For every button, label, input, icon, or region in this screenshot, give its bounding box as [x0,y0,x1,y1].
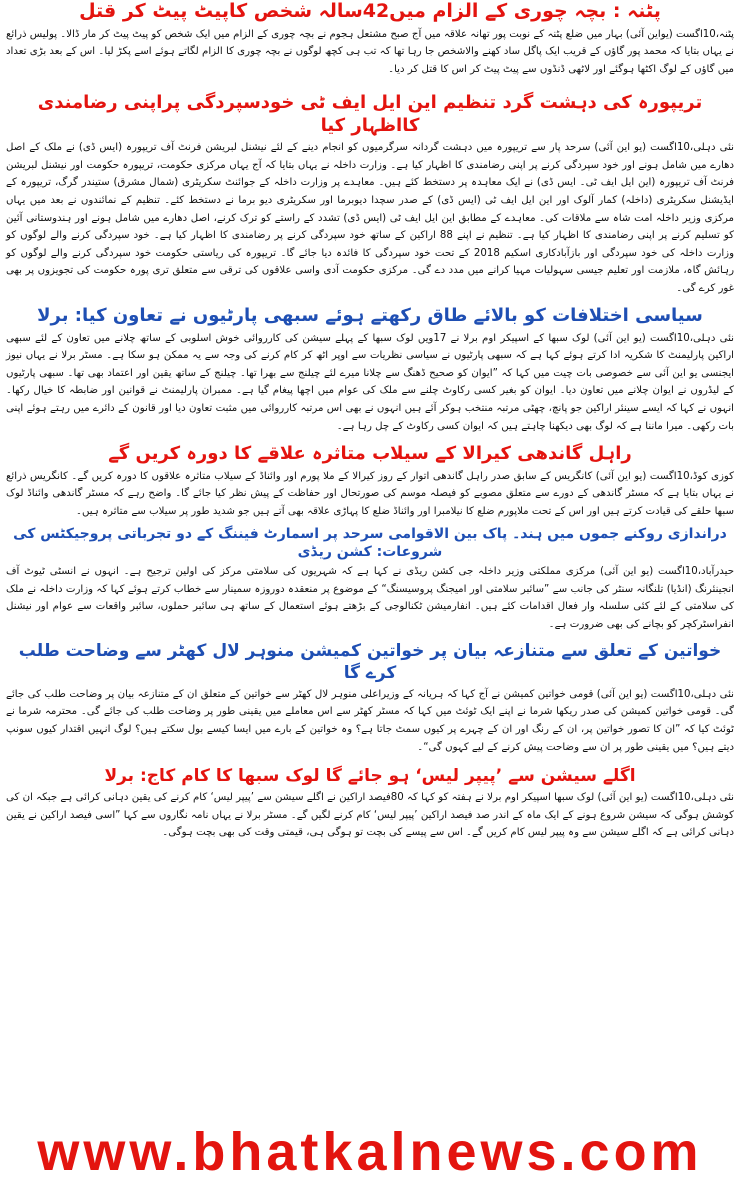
headline: سیاسی اختلافات کو بالائے طاق رکھتے ہوئے سبھی پارٹیوں نے تعاون کیا: برلا [37,305,703,327]
article-birla-cooperation [6,305,734,435]
article-tripura-nlft [6,92,734,297]
site-url[interactable]: www.bhatkalnews.com [37,1122,703,1182]
article-body: پٹنہ،10اگست (یواین آئی) بہار میں ضلع پٹنہ کے نوبت پور تھانہ علاقہ میں آج صبح مشتعل ہجوم نے بچہ چوری کے الزام میں ایک شخص کو پیٹ پیٹ کر مار ڈالا۔ پولیس ذرائع نے یہاں بتایا کہ محمد پور گاؤں کے قریب ایک پاگل ساد کھنے والاشخص جا رہا تھا کہ تب ہی کچھ لوگوں نے بچہ چوری کا الزام لگاتے ہوئے اسے پکڑ لیا۔ اس کے بعد بڑی تعداد میں گاؤں کے لوگ اکٹھا ہوگئے اور لاٹھی ڈنڈوں سے پیٹ پیٹ کر اس کا قتل کر دیا۔ [6,28,734,75]
site-footer [0,1114,740,1190]
headline: تریپورہ کی دہشت گرد تنظیم این ایل ایف ٹی خودسپردگی پراپنی رضامندی کااظہار کیا [37,92,703,136]
headline: راہل گاندھی کیرالا کے سیلاب متاثرہ علاقے کا دورہ کریں گے [108,443,632,465]
article-body: نئی دہلی،10اگست (یو این آئی) لوک سبھا کے اسپیکر اوم برلا نے 17ویں لوک سبھا کے پہلے سیشن کی کارروائی خوش اسلوبی کے ساتھ چلانے میں تعاون کے لئے سبھی اراکین پارلیمنٹ کا شکریہ ادا کرتے ہوئے کہا ہے کہ سبھی پارٹیوں نے سیاسی نظریات سے اوپر اٹھ کر کام کرنے کی وجہ سے یہ ممکن ہو سکا ہے۔ مسٹر برلا نے یہاں نیوز ایجنسی یو این آئی سے خصوصی بات چیت میں کہا کہ ”ایوان کو صحیح ڈھنگ سے چلانا میرے لئے چیلنج سے بھرا تھا۔ چیلنج کے ساتھ یقین اور اعتماد بھی تھا۔ سبھی پارٹیوں کے لیڈروں نے ایوان چلانے میں تعاون دیا۔ ایوان کو بغیر کسی رکاوٹ چلنے سے ملک کی عوام میں اچھا پیغام گیا ہے۔ ممبران پارلیمنٹ نے قوانین اور ضابطہ کا خیال رکھا۔ انہوں نے کہا کہ ایسے سینئر اراکین جو پانچ، چھٹی مرتبہ منتخب ہوکر آئے ہیں انہوں نے بھی اس مرتبہ کارروائی میں مثبت تعاون دیا اور قانون کے دائرے میں رہتے ہوئے اپنی بات رکھی۔ میرا ماننا ہے کہ لوگ بھی دیکھنا چاہتے ہیں کہ ایوان کسی رکاوٹ کے چل رہا ہے۔ [6,332,734,432]
headline: پٹنہ : بچہ چوری کے الزام میں42سالہ شخص کاپیٹ پیٹ کر قتل [79,0,661,22]
article-patna-lynching [6,0,734,78]
article-rahul-kerala [6,443,734,520]
article-paperless-loksabha [6,766,734,842]
article-body: نئی دہلی،10اگست (یو این آئی) قومی خواتین کمیشن نے آج کہا کہ ہریانہ کے وزیراعلی منوہر لال کھٹر سے خواتین کے متعلق ان کے متنازعہ بیان پر وضاحت طلب کی جائے گی۔ قومی خواتین کمیشن کی صدر ریکھا شرما نے اپنے ایک ٹوئٹ میں کہا کہ مسٹر کھٹر سے اس معاملے میں یقینی طور پر وضاحت طلب کی جائے گی۔ محترمہ شرما نے ٹوئٹ کیا کہ ”ان کا تصور خواتین پر، ان کے رنگ اور ان کے چہرے پر کیوں سمٹ جاتا ہے؟ وہ خواتین کے بارے میں ایسا کیسے بول سکتے ہیں؟ لوگ انہیں اقتدار کیوں سونپ دیتے ہیں؟ میں یقینی طور پر ان سے وضاحت پیش کرنے کے لیے کہوں گی“۔ [6,688,735,753]
article-women-commission [6,641,734,756]
headline: خواتین کے تعلق سے متنازعہ بیان پر خواتین کمیشن منوہر لال کھٹر سے وضاحت طلب کرے گا [18,641,722,683]
article-body: کوزی کوڈ،10اگست (یو این آئی) کانگریس کے سابق صدر راہل گاندھی اتوار کے روز کیرالا کے ملا پورم اور وائناڈ کے سیلاب متاثرہ علاقوں کا دورہ کریں گے۔ کانگریس ذرائع نے یہاں بتایا ہے کہ مسٹر گاندھی کے دورے سے متعلق مصوبے کو فیصلہ موسم کی صورتحال اور حفاظت کے پیش نظر کیا جائے گا۔ واضح رہے کہ مسٹر گاندھی وائناڈ لوک سبھا حلقے کی قیادت کرتے ہیں اور اس کے تحت ملاپورم ضلع کا نیلامبرا اور وائناڈ ضلع کا پہاڑی علاقہ بھی آتے ہیں جو شدید طور پر سیلاب سے متاثرہ ہیں۔ [6,470,734,517]
article-body: حیدرآباد،10اگست (یو این آئی) مرکزی مملکتی وزیر داخلہ جی کشن ریڈی نے کہا ہے کہ شہریوں کی سلامتی مرکز کی اولین ترجیح ہے۔ انہوں نے انسٹی ٹیوٹ آف انجینئرنگ (انڈیا) تلنگانہ سنٹر کی جانب سے ”سائبر سلامتی اور امیجنگ پروسیسنگ“ کے موضوع پر منعقدہ دوروزہ سمینار سے خطاب کرتے ہوئے کہا کہ وزارت داخلہ نے ملک کی سلامتی کے لئے کئی سلسلہ وار فعال اقدامات کئے ہیں۔ انفارمیشن ٹکنالوجی کے بڑھتے ہوئے استعمال کے ساتھ ہی سائبر حملوں، سائبر واقعات سے عوام اور نیشنل انفراسٹرکچر کو بچانے کی بھی ضرورت ہے۔ [6,566,734,630]
article-body: نئی دہلی،10اگست (یو این آئی) سرحد پار سے تریپورہ میں دہشت گردانہ سرگرمیوں کو انجام دینے کے لئے نیشنل لبریشن فرنٹ آف تریپورہ (ایس ڈی) نے ملک کے اصل دھارے میں شامل ہونے اور خود سپردگی کرنے پر اپنی رضامندی کا اظہار کیا ہے۔ وزارت داخلہ نے یہاں بتایا کہ آج یہاں مرکزی حکومت، تریپورہ حکومت اور نیشنل لبریشن فرنٹ آف تریپورہ (این ایل ایف ٹی۔ ایس ڈی) نے ایک معاہدہ پر دستخط کئے ہیں۔ معاہدے پر وزارت داخلہ کے جوائنٹ سکریٹری (شمال مشرق) ستیندر گرگ، تریپورہ کے ایڈیشنل سکریٹری (داخلہ) کمار آلوک اور این ایل ایف ٹی (ایس ڈی) کے صدر سچدا دیوبرما اور سکریٹری دیو برما نے دستخط کئے۔ تنظیم کے نمائندوں نے بعد میں یہاں مرکزی وزیر داخلہ امت شاہ سے ملاقات کی۔ معاہدے کے مطابق این ایل ایف ٹی (ایس ڈی) تشدد کے راستے کو ترک کرنے، اصل دھارے میں شامل ہونے اور ہندوستانی آئین کو تسلیم کرنے پر اپنی رضامندی کا اظہار کیا ہے۔ تنظیم نے اپنے 88 اراکین کے ساتھ خود سپردگی کرنے پر رضامندی کا اظہار کیا ہے۔ خود سپردگی کرنے والے لوگوں کو وزارت داخلہ کی خود سپردگی اور بازآبادکاری اسکیم 2018 کے تحت خود سپردگی کا فائدہ دیا جائے گا۔ تریپورہ کی ریاستی حکومت خود سپردگی کرنے والے لوگوں کو رہائش گاہ، ملازمت اور تعلیم جیسی سہولیات مہیا کرانے میں مدد دے گی۔ مرکزی حکومت آدی واسی علاقوں کی ترقی سے متعلق تری پورہ حکومت کی تجویزوں پر بھی غور کرے گی۔ [6,142,735,294]
article-smart-fencing [6,526,734,633]
headline: دراندازی روکنے جموں میں ہند۔ پاک بین الاقوامی سرحد پر اسمارٹ فیننگ کے دو تجرباتی پروجیکٹس کی شروعات: کشن ریڈی [13,526,727,560]
headline: اگلے سیشن سے ’پیپر لیس‘ ہو جائے گا لوک سبھا کا کام کاج: برلا [104,766,636,787]
article-body: نئی دہلی،10اگست (یو این آئی) لوک سبھا اسپیکر اوم برلا نے ہفتہ کو کہا کہ 80فیصد اراکین نے اگلے سیشن سے ’پیپر لیس‘ کام کرنے کی یقین دہانی کرائی ہے جبکہ ان کی کوشش ہوگی کہ سیشن شروع ہونے کے ایک ماہ کے اندر صد فیصد اراکین ’پیپر لیس‘ کام کرنے لگیں گے۔ مسٹر برلا نے یہاں نامہ نگاروں سے کہا ”اسی فیصد اراکین نے یقین دہانی کرائی ہے کہ اگلے سیشن سے وہ پیپر لیس کام کریں گے۔ اس سے پیسے کی بچت تو ہوگی ہی، قیمتی وقت کی بھی بچت ہوگی۔ [6,792,734,839]
